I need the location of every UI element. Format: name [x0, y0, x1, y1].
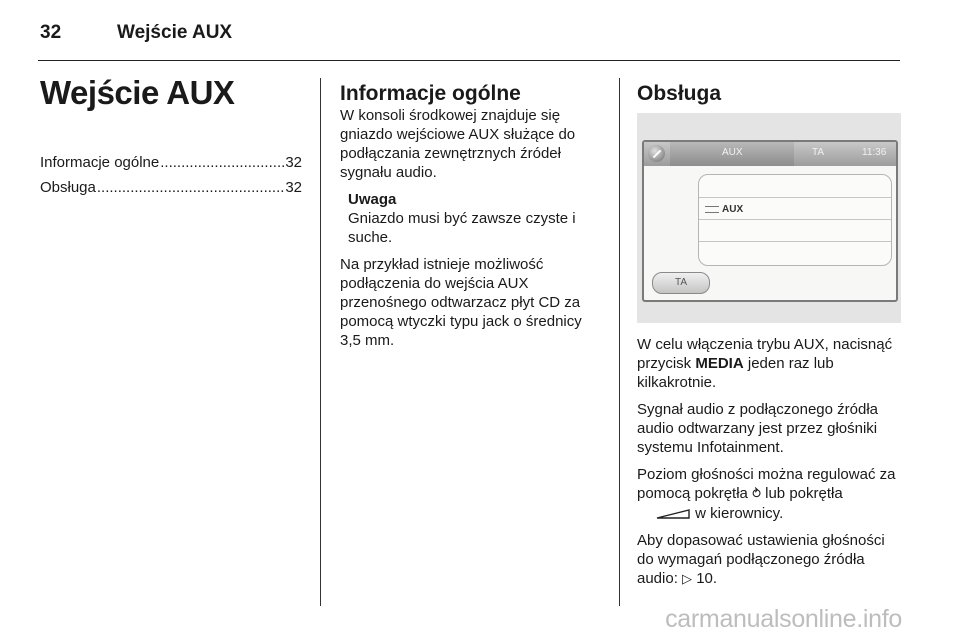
paragraph — [637, 465, 899, 523]
toc-entry-label: Obsługa — [40, 179, 96, 196]
steering-wheel-control-icon — [655, 508, 691, 520]
toc-entry-page: 32 — [285, 179, 302, 196]
paragraph: Na przykład istnieje możliwość podłączenia do wejścia AUX przenośnego odtwarzacz płyt CD za pomocą wtyczki typu jack o średnicy 3,5 mm. — [340, 256, 582, 349]
note-box — [348, 190, 602, 247]
list-item-label: AUX — [722, 204, 744, 215]
header-divider — [38, 60, 900, 61]
list-divider — [699, 197, 891, 198]
text-run: W celu włączenia trybu AUX, nacisnąć przycisk — [637, 336, 893, 372]
volume-knob-icon: ⥁ — [752, 487, 761, 502]
page-number: 32 — [40, 22, 62, 43]
general-info-section — [340, 82, 602, 358]
toc-leader-dots — [160, 150, 284, 175]
page-reference-arrow-icon: ▷ — [682, 572, 693, 587]
table-of-contents — [40, 150, 302, 200]
ta-button: TA — [652, 272, 710, 294]
status-bar — [644, 142, 896, 166]
paragraph: Sygnał audio z podłączonego źródła audio odtwarzany jest przez głośniki systemu Infotainment. — [637, 401, 879, 456]
list-item — [705, 204, 743, 215]
note-text: Gniazdo musi być zawsze czyste i suche. — [348, 210, 576, 246]
paragraph — [637, 335, 899, 392]
text-run: Aby dopasować ustawienia głośności do wymagań podłączonego źródła audio: — [637, 532, 885, 587]
running-header-title: Wejście AUX — [117, 22, 233, 43]
note-title: Uwaga — [348, 191, 397, 208]
operation-section — [637, 82, 899, 106]
aux-plug-icon — [705, 206, 719, 213]
section-title: Informacje ogólne — [340, 82, 521, 105]
clock: 11:36 — [862, 147, 887, 158]
source-list-panel — [698, 174, 892, 266]
toc-leader-dots — [97, 175, 284, 200]
column-divider-1 — [320, 78, 321, 606]
operation-text — [637, 335, 899, 597]
list-divider — [699, 241, 891, 242]
toc-entry[interactable] — [40, 150, 302, 175]
text-run: jeden raz lub kilkakrotnie. — [637, 355, 834, 391]
toc-entry[interactable] — [40, 175, 302, 200]
source-tab-label: AUX — [722, 147, 743, 158]
chapter-title: Wejście AUX — [40, 74, 235, 111]
media-button-label: MEDIA — [695, 355, 744, 372]
list-divider — [699, 219, 891, 220]
watermark: carmanualsonline.info — [665, 605, 902, 633]
toc-entry-page: 32 — [285, 154, 302, 171]
ta-tab-label: TA — [812, 147, 825, 158]
text-run: w kierownicy. — [691, 505, 784, 522]
paragraph: W konsoli środkowej znajduje się gniazdo wejściowe AUX służące do podłączania zewnętrznych źródeł sygnału audio. — [340, 107, 576, 181]
column-divider-2 — [619, 78, 620, 606]
page-reference[interactable]: 10. — [696, 570, 718, 587]
display-screen — [642, 140, 898, 302]
text-run: lub pokrętła — [760, 485, 843, 502]
paragraph — [637, 531, 899, 589]
settings-icon — [648, 145, 665, 162]
section-title: Obsługa — [637, 82, 722, 105]
infotainment-screen-illustration — [637, 113, 901, 323]
text-run: Poziom głośności można regulować za pomocą pokrętła — [637, 466, 896, 502]
toc-entry-label: Informacje ogólne — [40, 154, 160, 171]
